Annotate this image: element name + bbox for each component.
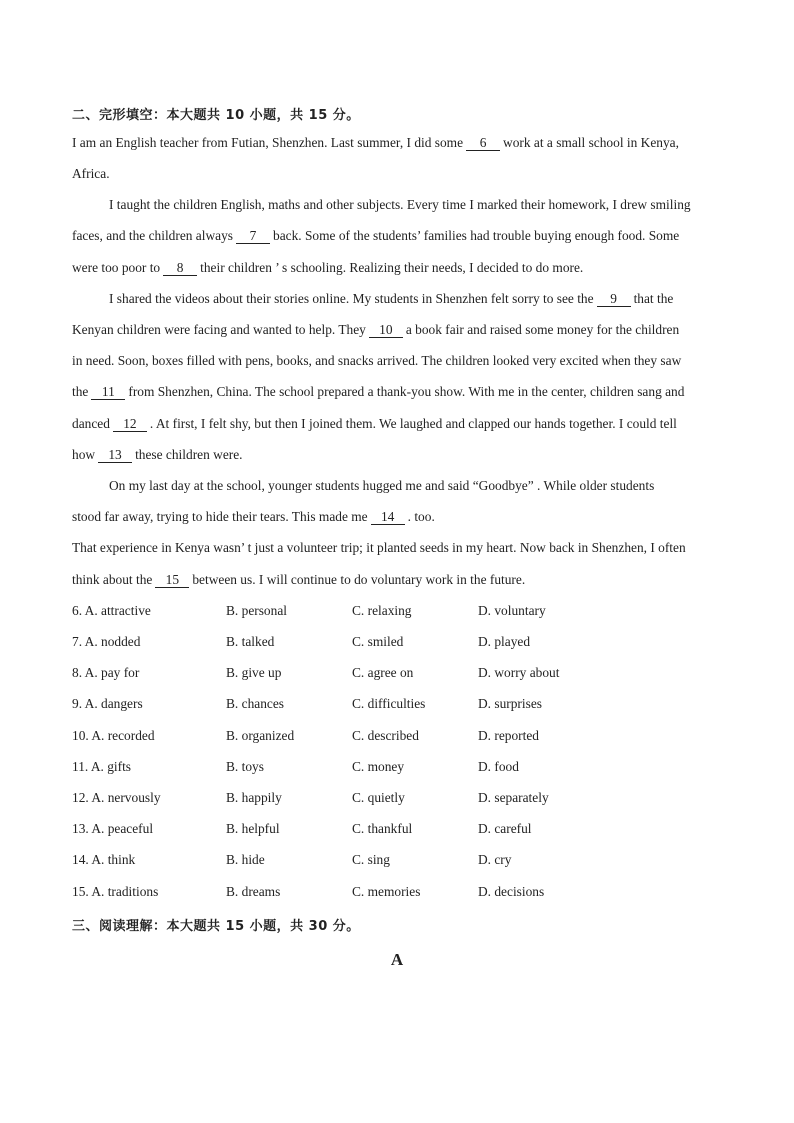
section-2-title: 二、完形填空：本大题共 10 小题，共 15 分。	[72, 108, 360, 123]
option-b: B. happily	[226, 790, 282, 805]
passage-text: a book fair and raised some money for the children	[405, 322, 680, 337]
option-a: 9. A. dangers	[72, 696, 143, 711]
passage-line	[72, 415, 677, 433]
question-row	[72, 664, 732, 682]
passage-text: I am an English teacher from Futian, Shenzhen. Last summer, I did some	[72, 135, 464, 150]
option-d: D. food	[478, 759, 519, 774]
question-row	[72, 758, 732, 776]
question-row	[72, 633, 732, 651]
option-c: C. money	[352, 759, 405, 774]
option-c: C. difficulties	[352, 696, 426, 711]
passage-text: . too.	[407, 509, 435, 524]
option-a: 7. A. nodded	[72, 634, 141, 649]
passage-line	[109, 290, 673, 308]
passage-line: I taught the children English, maths and other subjects. Every time I marked their homework, I drew smiling	[109, 197, 691, 212]
option-d: D. decisions	[478, 884, 545, 899]
option-b: B. hide	[226, 852, 265, 867]
option-c: C. memories	[352, 884, 421, 899]
blank-12: 12	[113, 416, 147, 432]
question-row	[72, 820, 732, 838]
option-a: 15. A. traditions	[72, 884, 159, 899]
passage-line: That experience in Kenya wasn’ t just a volunteer trip; it planted seeds in my heart. Now back in Shenzhen, I often	[72, 540, 686, 555]
option-c: C. agree on	[352, 665, 414, 680]
passage-line	[72, 227, 679, 245]
passage-line	[72, 259, 583, 277]
passage-text: think about the	[72, 572, 153, 587]
passage-text: from Shenzhen, China. The school prepared a thank-you show. With me in the center, children sang and	[128, 384, 685, 399]
option-a: 11. A. gifts	[72, 759, 132, 774]
passage-text: danced	[72, 416, 110, 431]
passage-text: these children were.	[135, 447, 243, 462]
option-b: B. chances	[226, 696, 285, 711]
option-b: B. talked	[226, 634, 275, 649]
question-row	[72, 789, 732, 807]
question-row	[72, 695, 732, 713]
blank-7: 7	[236, 228, 270, 244]
option-a: 12. A. nervously	[72, 790, 161, 805]
option-d: D. played	[478, 634, 531, 649]
option-a: 8. A. pay for	[72, 665, 140, 680]
blank-15: 15	[155, 572, 189, 588]
passage-text: were too poor to	[72, 260, 161, 275]
option-d: D. separately	[478, 790, 549, 805]
blank-13: 13	[98, 447, 132, 463]
option-d: D. worry about	[478, 665, 560, 680]
option-c: C. smiled	[352, 634, 404, 649]
question-row	[72, 602, 732, 620]
passage-text: stood far away, trying to hide their tears. This made me	[72, 509, 368, 524]
option-b: B. dreams	[226, 884, 281, 899]
question-row	[72, 883, 732, 901]
passage-text: I shared the videos about their stories online. My students in Shenzhen felt sorry to see the	[109, 291, 594, 306]
option-c: C. described	[352, 728, 419, 743]
passage-text: back. Some of the students’ families had trouble buying enough food. Some	[273, 228, 680, 243]
blank-9: 9	[597, 291, 631, 307]
passage-text: that the	[633, 291, 674, 306]
option-c: C. thankful	[352, 821, 413, 836]
blank-8: 8	[163, 260, 197, 276]
option-d: D. surprises	[478, 696, 542, 711]
option-a: 6. A. attractive	[72, 603, 151, 618]
passage-line	[72, 134, 679, 152]
question-row	[72, 727, 732, 745]
option-b: B. give up	[226, 665, 282, 680]
passage-line: On my last day at the school, younger students hugged me and said “Goodbye” . While older students	[109, 478, 655, 493]
option-d: D. reported	[478, 728, 539, 743]
section-3-title: 三、阅读理解：本大题共 15 小题，共 30 分。	[72, 919, 360, 934]
passage-line: in need. Soon, boxes filled with pens, books, and snacks arrived. The children looked very excited when they saw	[72, 353, 682, 368]
blank-11: 11	[91, 384, 125, 400]
passage-line	[72, 446, 243, 464]
option-a: 10. A. recorded	[72, 728, 155, 743]
option-d: D. voluntary	[478, 603, 546, 618]
passage-text: their children ’ s schooling. Realizing their needs, I decided to do more.	[200, 260, 584, 275]
passage-text: work at a small school in Kenya,	[503, 135, 679, 150]
passage-line: Africa.	[72, 166, 110, 181]
blank-10: 10	[369, 322, 403, 338]
option-d: D. cry	[478, 852, 512, 867]
passage-text: the	[72, 384, 89, 399]
question-row	[72, 851, 732, 869]
option-c: C. sing	[352, 852, 390, 867]
passage-text: faces, and the children always	[72, 228, 233, 243]
passage-text: Kenyan children were facing and wanted to help. They	[72, 322, 366, 337]
part-heading: A	[390, 950, 404, 969]
option-a: 13. A. peaceful	[72, 821, 154, 836]
passage-line	[72, 383, 684, 401]
passage-text: how	[72, 447, 96, 462]
blank-6: 6	[466, 135, 500, 151]
option-c: C. quietly	[352, 790, 405, 805]
blank-14: 14	[371, 509, 405, 525]
option-d: D. careful	[478, 821, 532, 836]
passage-line	[72, 321, 679, 339]
passage-line	[72, 571, 525, 589]
option-b: B. organized	[226, 728, 295, 743]
passage-text: . At first, I felt shy, but then I joined them. We laughed and clapped our hands together. I could tell	[149, 416, 677, 431]
option-b: B. helpful	[226, 821, 280, 836]
option-c: C. relaxing	[352, 603, 412, 618]
option-b: B. toys	[226, 759, 264, 774]
option-b: B. personal	[226, 603, 287, 618]
passage-line	[72, 508, 435, 526]
passage-text: between us. I will continue to do voluntary work in the future.	[192, 572, 526, 587]
option-a: 14. A. think	[72, 852, 136, 867]
